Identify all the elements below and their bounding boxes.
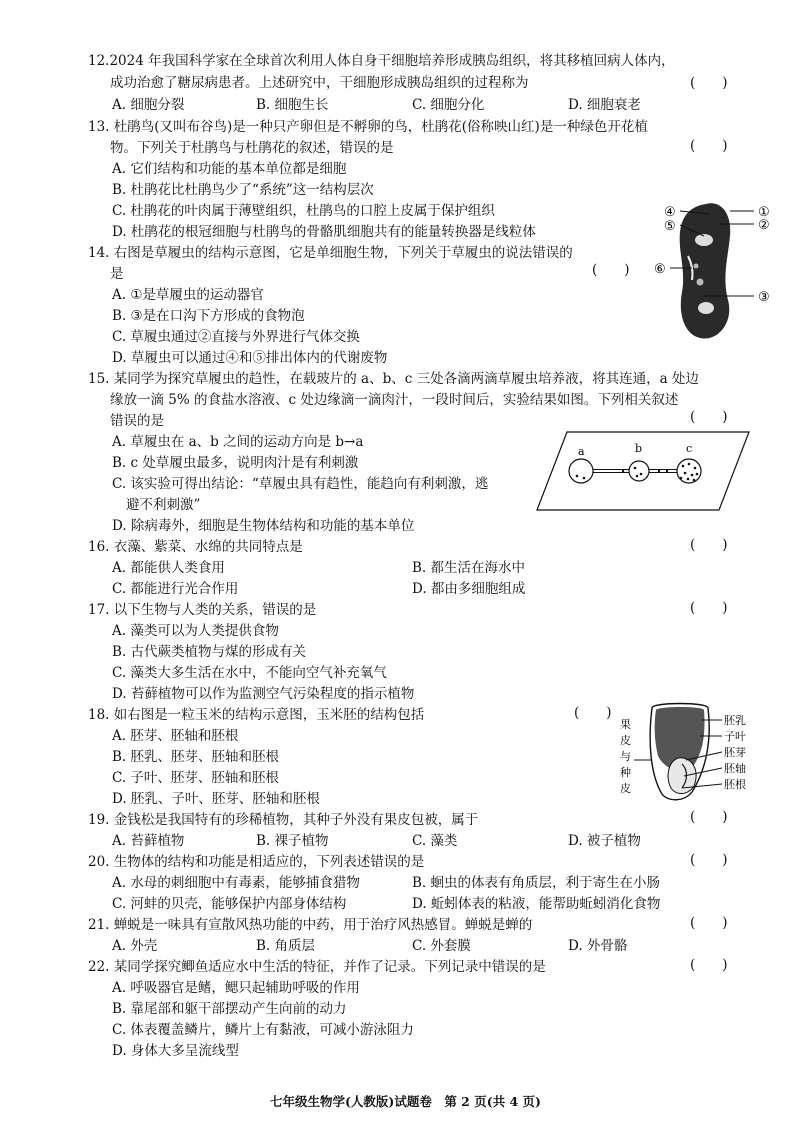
q20-option-c[interactable]: C. 河蚌的贝壳，能够保护内部身体结构	[112, 896, 347, 912]
q16-option-c[interactable]: C. 都能进行光合作用	[112, 581, 239, 597]
figure-label-2: ②	[758, 218, 770, 233]
slide-experiment-figure	[535, 428, 753, 514]
corn-label-plumule: 胚芽	[724, 746, 746, 759]
q14-answer-bracket[interactable]: ( )	[592, 262, 630, 278]
q20-option-d[interactable]: D. 蚯蚓体表的粘液，能帮助蚯蚓消化食物	[412, 896, 661, 912]
q22-option-c[interactable]: C. 体表覆盖鳞片，鳞片上有黏液，可减小游泳阻力	[112, 1022, 414, 1038]
page-footer: 七年级生物学(人教版)试题卷 第 2 页(共 4 页)	[270, 1094, 541, 1109]
q19-option-b[interactable]: B. 裸子植物	[256, 833, 329, 849]
q13-option-b[interactable]: B. 杜鹃花比杜鹃鸟少了“系统”这一结构层次	[112, 182, 374, 198]
q16-option-d[interactable]: D. 都由多细胞组成	[412, 581, 526, 597]
corn-label-pericarp-2: 皮	[620, 734, 631, 747]
figure-label-4: ④	[664, 205, 676, 220]
q13-option-c[interactable]: C. 杜鹃花的叶肉属于薄壁组织，杜鹃鸟的口腔上皮属于保护组织	[112, 203, 495, 219]
q21-option-b[interactable]: B. 角质层	[256, 938, 316, 954]
corn-label-cotyledon: 子叶	[724, 730, 746, 743]
q12-option-c[interactable]: C. 细胞分化	[412, 97, 485, 113]
food-vacuole	[697, 279, 704, 286]
q13-option-d[interactable]: D. 杜鹃花的根冠细胞与杜鹃鸟的骨骼肌细胞共有的能量转换器是线粒体	[112, 224, 536, 240]
q21-stem: 21. 蝉蜕是一味具有宣散风热功能的中药，用于治疗风热感冒。蝉蜕是蝉的	[88, 917, 533, 933]
drop-a	[569, 459, 593, 483]
figure-label-1: ①	[758, 205, 770, 220]
q13-option-a[interactable]: A. 它们结构和功能的基本单位都是细胞	[112, 161, 347, 177]
corn-label-pericarp-3: 与	[620, 750, 631, 763]
q13-stem-line2: 物。下列关于杜鹃鸟与杜鹃花的叙述，错误的是	[110, 140, 394, 156]
q22-option-a[interactable]: A. 呼吸器官是鳍，鳃只起辅助呼吸的作用	[112, 980, 360, 996]
q18-stem: 18. 如右图是一粒玉米的结构示意图，玉米胚的结构包括	[88, 707, 425, 723]
q12-option-a[interactable]: A. 细胞分裂	[112, 97, 185, 113]
corn-label-pericarp-1: 果	[620, 718, 631, 731]
q22-option-b[interactable]: B. 靠尾部和躯干部摆动产生向前的动力	[112, 1001, 347, 1017]
drop-label-a: a	[578, 445, 585, 458]
q17-option-b[interactable]: B. 古代蕨类植物与煤的形成有关	[112, 644, 307, 660]
q17-option-a[interactable]: A. 藻类可以为人类提供食物	[112, 623, 279, 639]
q12-option-d[interactable]: D. 细胞衰老	[568, 97, 641, 113]
food-vacuole	[694, 264, 699, 269]
q15-option-c[interactable]: C. 该实验可得出结论：“草履虫具有趋性，能趋向有利刺激，逃	[112, 476, 489, 492]
q14-option-a[interactable]: A. ①是草履虫的运动器官	[112, 287, 264, 303]
corn-label-radicle: 胚根	[724, 778, 746, 791]
corn-label-pericarp-4: 种	[620, 766, 631, 779]
q21-option-a[interactable]: A. 外壳	[112, 938, 158, 954]
q13-stem-line1: 13. 杜鹃鸟(又叫布谷鸟)是一种只产卵但是不孵卵的鸟，杜鹃花(俗称映山红)是一种绿色开花植	[88, 119, 648, 135]
q22-answer-bracket[interactable]: ( )	[690, 957, 728, 973]
q18-option-b[interactable]: B. 胚乳、胚芽、胚轴和胚根	[112, 749, 280, 765]
contractile-vacuole-bottom	[698, 302, 714, 314]
drop-label-c: c	[686, 442, 693, 455]
q20-option-a[interactable]: A. 水母的刺细胞中有毒素，能够捕食猎物	[112, 875, 360, 891]
q19-option-c[interactable]: C. 藻类	[412, 833, 458, 849]
drop-b	[629, 461, 649, 481]
q22-stem: 22. 某同学探究鲫鱼适应水中生活的特征，并作了记录。下列记录中错误的是	[88, 959, 546, 975]
corn-kernel-figure	[618, 700, 768, 804]
q16-stem: 16. 衣藻、紫菜、水绵的共同特点是	[88, 539, 303, 555]
q18-option-a[interactable]: A. 胚芽、胚轴和胚根	[112, 728, 239, 744]
q12-answer-bracket[interactable]: ( )	[690, 75, 728, 91]
q15-option-d[interactable]: D. 除病毒外，细胞是生物体结构和功能的基本单位	[112, 518, 415, 534]
corn-label-pericarp-5: 皮	[620, 782, 631, 795]
q12-option-b[interactable]: B. 细胞生长	[256, 97, 329, 113]
q13-answer-bracket[interactable]: ( )	[690, 138, 728, 154]
corn-label-hypocotyl: 胚轴	[724, 762, 746, 775]
q15-option-a[interactable]: A. 草履虫在 a、b 之间的运动方向是 b→a	[112, 434, 364, 450]
q14-stem-line2: 是	[110, 266, 124, 282]
q12-stem-line1: 12.2024 年我国科学家在全球首次利用人体自身干细胞培养形成胰岛组织，将其移植回病人体内，	[88, 53, 675, 69]
corn-label-endosperm: 胚乳	[724, 714, 746, 727]
q22-option-d[interactable]: D. 身体大多呈流线型	[112, 1043, 239, 1059]
q18-option-c[interactable]: C. 子叶、胚芽、胚轴和胚根	[112, 770, 279, 786]
q16-option-a[interactable]: A. 都能供人类食用	[112, 560, 225, 576]
q14-option-c[interactable]: C. 草履虫通过②直接与外界进行气体交换	[112, 329, 360, 345]
q18-answer-bracket[interactable]: ( )	[574, 705, 612, 721]
q19-stem: 19. 金钱松是我国特有的珍稀植物，其种子外没有果皮包被，属于	[88, 812, 479, 828]
q15-stem-line3: 错误的是	[110, 413, 164, 429]
q12-stem-line2: 成功治愈了糖尿病患者。上述研究中，干细胞形成胰岛组织的过程称为	[110, 75, 529, 91]
q16-option-b[interactable]: B. 都生活在海水中	[412, 560, 526, 576]
q17-option-d[interactable]: D. 苔藓植物可以作为监测空气污染程度的指示植物	[112, 686, 415, 702]
q20-stem: 20. 生物体的结构和功能是相适应的，下列表述错误的是	[88, 854, 425, 870]
q17-stem: 17. 以下生物与人类的关系，错误的是	[88, 602, 317, 618]
q20-answer-bracket[interactable]: ( )	[690, 852, 728, 868]
q15-stem-line1: 15. 某同学为探究草履虫的趋性，在载玻片的 a、b、c 三处各滴两滴草履虫培养液，将其连通，a 处边	[88, 371, 699, 387]
q19-answer-bracket[interactable]: ( )	[690, 809, 728, 825]
q21-option-d[interactable]: D. 外骨骼	[568, 938, 628, 954]
q20-option-b[interactable]: B. 蛔虫的体表有角质层，利于寄生在小肠	[412, 875, 661, 891]
q15-option-c-cont: 避不利刺激”	[126, 497, 201, 513]
q14-stem-line1: 14. 右图是草履虫的结构示意图，它是单细胞生物，下列关于草履虫的说法错误的	[88, 245, 573, 261]
q19-option-a[interactable]: A. 苔藓植物	[112, 833, 185, 849]
q17-answer-bracket[interactable]: ( )	[690, 600, 728, 616]
q21-answer-bracket[interactable]: ( )	[690, 915, 728, 931]
q15-answer-bracket[interactable]: ( )	[690, 409, 728, 425]
figure-label-6: ⑥	[654, 262, 666, 277]
figure-label-3: ③	[758, 290, 770, 305]
drop-label-b: b	[635, 442, 643, 455]
q15-stem-line2: 缘放一滴 5% 的食盐水溶液、c 处边缘滴一滴肉汁，一段时间后，实验结果如图。下列相关叙述	[110, 392, 679, 408]
q14-option-b[interactable]: B. ③是在口沟下方形成的食物泡	[112, 308, 305, 324]
q15-option-b[interactable]: B. c 处草履虫最多，说明肉汁是有利刺激	[112, 455, 359, 471]
paramecium-figure	[648, 196, 778, 346]
q17-option-c[interactable]: C. 藻类大多生活在水中，不能向空气补充氧气	[112, 665, 387, 681]
figure-label-5: ⑤	[664, 219, 676, 234]
q14-option-d[interactable]: D. 草履虫可以通过④和⑤排出体内的代谢废物	[112, 350, 388, 366]
q21-option-c[interactable]: C. 外套膜	[412, 938, 471, 954]
q16-answer-bracket[interactable]: ( )	[690, 537, 728, 553]
q19-option-d[interactable]: D. 被子植物	[568, 833, 641, 849]
q18-option-d[interactable]: D. 胚乳、子叶、胚芽、胚轴和胚根	[112, 791, 320, 807]
